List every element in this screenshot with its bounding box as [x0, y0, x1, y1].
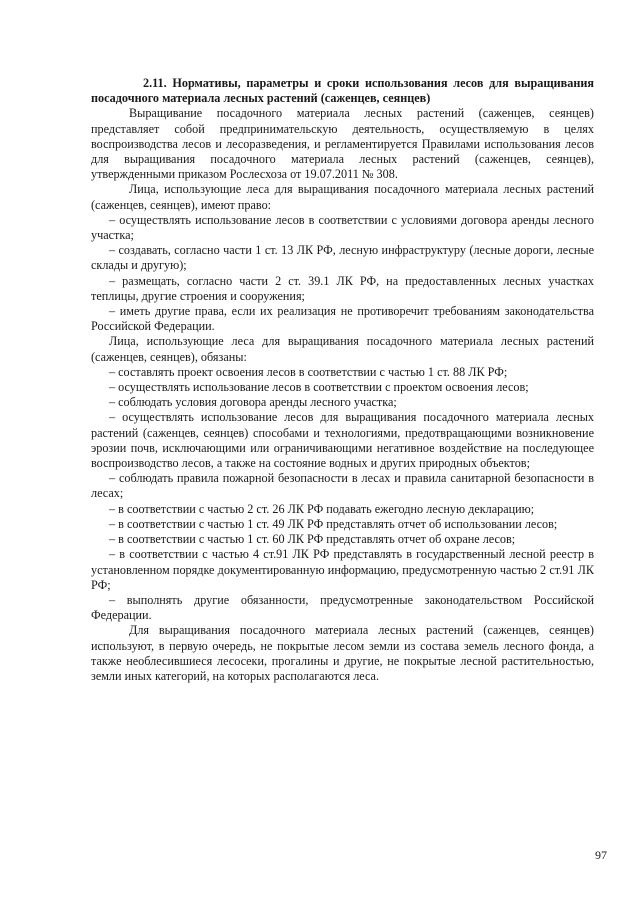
list-item-obligation: – составлять проект освоения лесов в соответствии с частью 1 ст. 88 ЛК РФ; — [109, 364, 508, 379]
list-item-obligation: – осуществлять использование лесов для выращивания посадочного материала лесных растений (саженцев, сеянцев) способами и технологиями, предотвращающими возникновение эрозии почв, исключающими или ограничивающими негативное воздействие на последующее воспроизводство лесов, а также на состояние водных и других природных объектов; — [91, 410, 594, 471]
paragraph-intro: Выращивание посадочного материала лесных растений (саженцев, сеянцев) представляет собой предпринимательскую деятельность, осуществляемую в целях воспроизводства лесов и лесоразведения, и регламентируется Правилами использования лесов для выращивания посадочного материала лесных растений (саженцев, сеянцев), утвержденными приказом Рослесхоза от 19.07.2011 № 308. — [91, 106, 594, 182]
list-item-obligation: – выполнять другие обязанности, предусмотренные законодательством Российской Федерации. — [91, 592, 594, 623]
list-item-obligation: – соблюдать условия договора аренды лесного участка; — [109, 395, 397, 410]
list-item-obligation: – в соответствии с частью 4 ст.91 ЛК РФ представлять в государственный лесной реестр в установленном порядке документированную информацию, предусмотренную частью 2 ст.91 ЛК РФ; — [91, 547, 594, 592]
list-item-obligation: – в соответствии с частью 2 ст. 26 ЛК РФ подавать ежегодно лесную декларацию; — [109, 501, 535, 516]
list-item-right: – осуществлять использование лесов в соответствии с условиями договора аренды лесного участка; — [91, 212, 594, 243]
section-heading: 2.11. Нормативы, параметры и сроки использования лесов для выращивания посадочного материала лесных растений (саженцев, сеянцев) — [91, 76, 594, 106]
list-item-obligation: – в соответствии с частью 1 ст. 49 ЛК РФ представлять отчет об использовании лесов; — [109, 516, 558, 531]
list-item-right: – размещать, согласно части 2 ст. 39.1 ЛК РФ, на предоставленных лесных участках теплицы, другие строения и сооружения; — [91, 273, 594, 303]
list-item-right: – иметь другие права, если их реализация не противоречит требованиям законодательства Российской Федерации. — [91, 304, 594, 334]
paragraph-closing: Для выращивания посадочного материала лесных растений (саженцев, сеянцев) используют, в первую очередь, не покрытые лесом земли из состава земель лесного фонда, а также необлесившиеся лесосеки, прогалины и другие, не покрытые лесной растительностью, земли иных категорий, на которых располагаются леса. — [91, 623, 594, 683]
document-page — [91, 76, 594, 684]
list-item-obligation: – в соответствии с частью 1 ст. 60 ЛК РФ представлять отчет об охране лесов; — [109, 532, 516, 547]
list-item-obligation: – осуществлять использование лесов в соответствии с проектом освоения лесов; — [109, 380, 529, 395]
list-item-right: – создавать, согласно части 1 ст. 13 ЛК РФ, лесную инфраструктуру (лесные дороги, лесные склады и другую); — [91, 243, 594, 273]
paragraph-rights-intro: Лица, использующие леса для выращивания посадочного материала лесных растений (саженцев, сеянцев), имеют право: — [91, 182, 594, 212]
page-number: 97 — [595, 848, 607, 862]
paragraph-obligations-intro: Лица, использующие леса для выращивания посадочного материала лесных растений (саженцев, сеянцев), обязаны: — [91, 334, 594, 364]
list-item-obligation: – соблюдать правила пожарной безопасности в лесах и правила санитарной безопасности в лесах; — [91, 471, 594, 501]
